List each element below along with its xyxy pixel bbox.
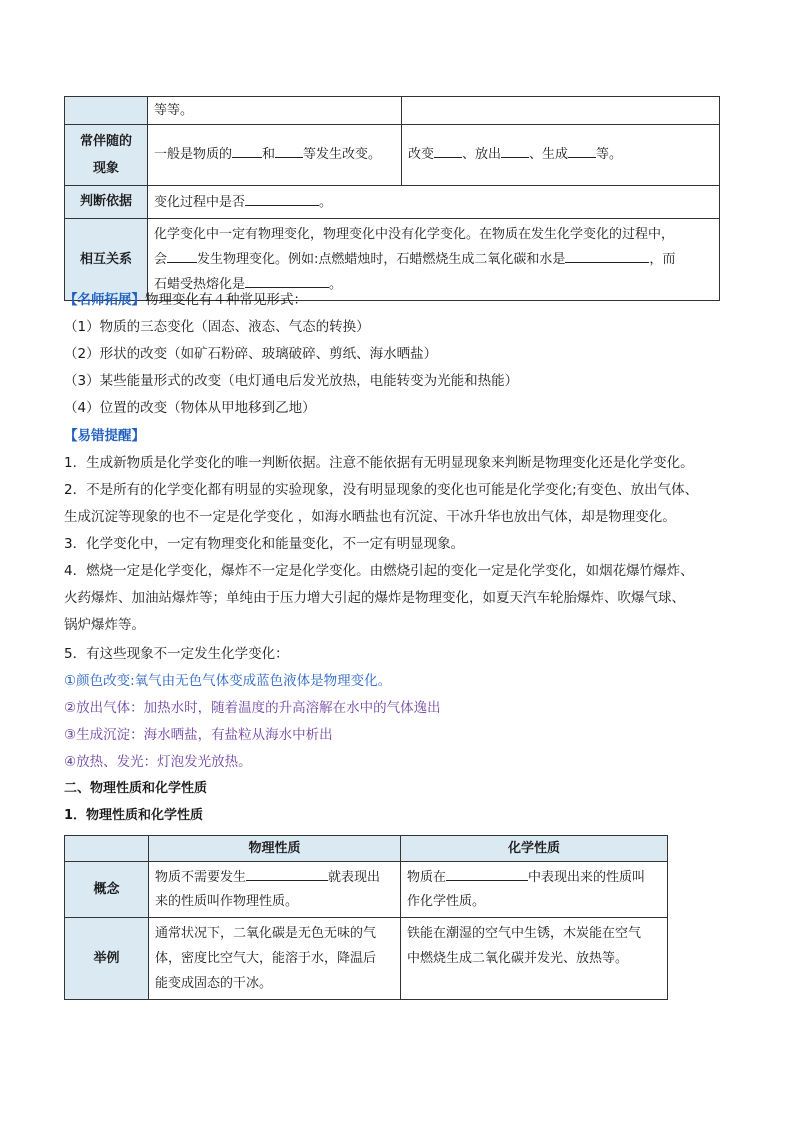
- header-empty: [65, 836, 149, 862]
- cell-text: 等发生改变。: [303, 147, 382, 162]
- table-row: [65, 186, 720, 219]
- row-head-empty: [65, 97, 148, 125]
- expand-item: （2）形状的改变（如矿石粉碎、玻璃破碎、剪纸、海水晒盐）: [64, 346, 438, 362]
- error-line: 生成沉淀等现象的也不一定是化学变化 ，如海水晒盐也有沉淀、干冰升华也放出气体，却是物理变化。: [64, 509, 676, 525]
- cell-phenomena-chemical: [402, 125, 720, 186]
- example-heat-light: ④放热、发光：灯泡发光放热。: [64, 754, 252, 770]
- fill-blank[interactable]: [245, 273, 329, 288]
- cell-concept-chemical: [401, 862, 668, 918]
- fill-blank[interactable]: [167, 248, 197, 263]
- error-line: 锅炉爆炸等。: [64, 617, 145, 633]
- cell-line: [155, 866, 394, 890]
- table-row: [65, 97, 720, 125]
- cell-concept-physical: [149, 862, 401, 918]
- cell-text: 铁能在潮湿的空气中生锈，木炭能在空气: [407, 926, 642, 941]
- expand-item: （3）某些能量形式的改变（电灯通电后发光放热，电能转变为光能和热能）: [64, 373, 519, 389]
- table-row: [65, 125, 720, 186]
- cell-text: 作化学性质。: [407, 893, 486, 909]
- example-precipitate: ③生成沉淀：海水晒盐，有盐粒从海水中析出: [64, 727, 333, 743]
- cell-line: [407, 866, 661, 890]
- cell-example-physical: [149, 918, 401, 1000]
- cell-text: 石蜡受热熔化是: [154, 277, 246, 292]
- cell-text: ，而: [649, 252, 676, 267]
- cell-text: 发生物理变化。例如:点燃蜡烛时，石蜡燃烧生成二氧化碳和水是: [197, 252, 566, 267]
- expand-intro: 物理变化有４种常见形式：: [145, 292, 307, 308]
- row-head-criterion: 判断依据: [65, 186, 148, 219]
- cell-text: 、生成: [529, 147, 569, 162]
- cell-text: 。: [319, 195, 333, 210]
- row-head-relation: 相互关系: [65, 219, 148, 301]
- cell-text: 等等。: [148, 97, 402, 125]
- error-line: 3．化学变化中，一定有物理变化和能量变化，不一定有明显现象。: [64, 536, 465, 552]
- cell-text: 体，密度比空气大，能溶于水，降温后: [155, 951, 377, 966]
- example-color-change: ①颜色改变:氧气由无色气体变成蓝色液体是物理变化。: [64, 673, 392, 689]
- col-header-chemical: 化学性质: [401, 836, 668, 862]
- errors-title: 【易错提醒】: [64, 428, 145, 444]
- fill-blank[interactable]: [434, 143, 462, 158]
- cell-text: 物质在: [407, 869, 447, 885]
- table-row: [65, 219, 720, 301]
- cell-text: 改变: [408, 147, 435, 162]
- cell-text: 物质不需要发生: [155, 869, 247, 885]
- error-line: 4．燃烧一定是化学变化，爆炸不一定是化学变化。由燃烧引起的变化一定是化学变化，如烟花爆竹爆炸、: [64, 563, 694, 579]
- cell-text: 通常状况下，二氧化碳是无色无味的气: [155, 926, 377, 941]
- error-line: 火药爆炸、加油站爆炸等；单纯由于压力增大引起的爆炸是物理变化，如夏天汽车轮胎爆炸、吹爆气球、: [64, 590, 685, 606]
- property-comparison-table: [64, 835, 668, 1000]
- section-title: 二、物理性质和化学性质: [64, 781, 208, 796]
- cell-example-chemical: [401, 918, 668, 1000]
- expand-item: （1）物质的三态变化（固态、液态、气态的转换）: [64, 319, 370, 335]
- expand-item: （4）位置的改变（物体从甲地移到乙地）: [64, 400, 316, 416]
- fill-blank[interactable]: [245, 191, 319, 206]
- example-gas-release: ②放出气体：加热水时，随着温度的升高溶解在水中的气体逸出: [64, 700, 441, 716]
- error-line: 5．有这些现象不一定发生化学变化：: [64, 646, 289, 662]
- error-line: 2．不是所有的化学变化都有明显的实验现象，没有明显现象的变化也可能是化学变化;有变色、放出气体、: [64, 482, 699, 498]
- row-head-phenomena: 常伴随的 现象: [65, 125, 148, 186]
- fill-blank[interactable]: [232, 143, 262, 158]
- row-head-concept: 概念: [65, 862, 149, 918]
- cell-text: 来的性质叫作物理性质。: [155, 893, 299, 909]
- error-line: 1．生成新物质是化学变化的唯一判断依据。注意不能依据有无明显现象来判断是物理变化还是化学变化。: [64, 455, 694, 471]
- cell-text: 能变成固态的干冰。: [155, 976, 273, 991]
- table-row: [65, 862, 668, 918]
- cell-text: 中燃烧生成二氧化碳并发光、放热等。: [407, 951, 629, 966]
- cell-text: 、放出: [462, 147, 502, 162]
- cell-relation: [148, 219, 720, 301]
- cell-text: 就表现出: [328, 869, 381, 885]
- fill-blank[interactable]: [275, 143, 303, 158]
- cell-criterion: [148, 186, 720, 219]
- fill-blank[interactable]: [246, 866, 328, 881]
- cell-text: 变化过程中是否: [154, 195, 246, 210]
- fill-blank[interactable]: [565, 248, 649, 263]
- cell-text: 和: [262, 147, 276, 162]
- fill-blank[interactable]: [501, 143, 529, 158]
- table-header-row: [65, 836, 668, 862]
- cell-empty: [402, 97, 720, 125]
- section-subtitle: 1．物理性质和化学性质: [64, 808, 204, 823]
- cell-line: [154, 247, 713, 272]
- cell-text: 。: [329, 277, 343, 292]
- fill-blank[interactable]: [446, 866, 528, 881]
- cell-phenomena-physical: [148, 125, 402, 186]
- fill-blank[interactable]: [568, 143, 596, 158]
- cell-text: 等。: [596, 147, 623, 162]
- cell-text: 会: [154, 252, 168, 267]
- change-comparison-table: [64, 96, 720, 301]
- cell-text: 一般是物质的: [154, 147, 233, 162]
- col-header-physical: 物理性质: [149, 836, 401, 862]
- row-head-example: 举例: [65, 918, 149, 1000]
- cell-text: 中表现出来的性质叫: [528, 869, 646, 885]
- table-row: [65, 918, 668, 1000]
- cell-text: 化学变化中一定有物理变化，物理变化中没有化学变化。在物质在发生化学变化的过程中，: [154, 227, 675, 242]
- expand-title: 【名师拓展】: [64, 292, 145, 308]
- expand-heading: [64, 290, 307, 310]
